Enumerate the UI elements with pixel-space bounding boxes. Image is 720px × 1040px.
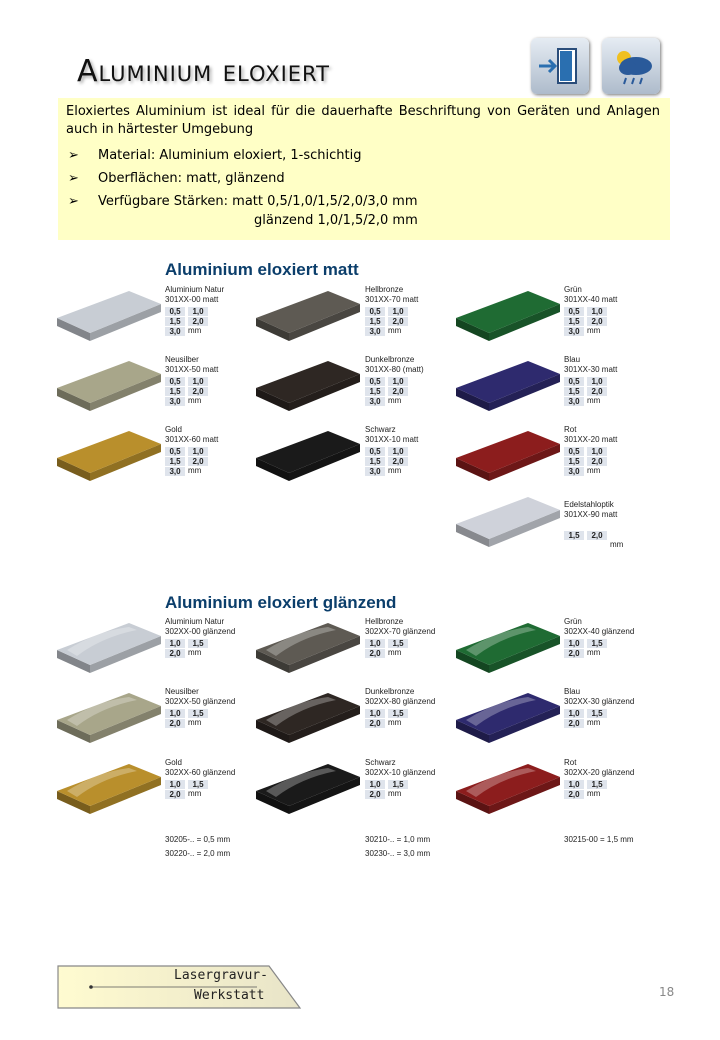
swatch-label (365, 758, 435, 799)
tile-blau (456, 693, 560, 753)
swatch-name: Dunkelbronze (365, 687, 415, 696)
bullet-thickness: ➢ Verfügbare Stärken: matt 0,5/1,0/1,5/2,0/3,0 mm (68, 194, 418, 209)
swatch-label (365, 617, 435, 658)
thickness-table: 1,0 1,5 2,0 mm (365, 779, 435, 799)
swatch-code: 302XX-20 glänzend (564, 768, 635, 777)
thickness-table: 0,5 1,0 1,5 2,0 3,0 mm (365, 376, 424, 406)
bullet-material: ➢ Material: Aluminium eloxiert, 1-schichtig (68, 148, 362, 163)
swatch-label (564, 355, 617, 406)
footnote-col3: 30215-00 = 1,5 mm (564, 835, 634, 844)
swatch-name: Aluminium Natur (165, 285, 225, 294)
swatch-name: Rot (564, 425, 577, 434)
tile-hellbronze (256, 291, 360, 351)
swatch-label (165, 355, 218, 406)
swatch-code: 301XX-80 (matt) (365, 365, 424, 374)
swatch-name: Dunkelbronze (365, 355, 415, 364)
tile-rot (456, 764, 560, 824)
logo (57, 965, 302, 1009)
thickness-table: 1,0 1,5 2,0 mm (564, 779, 634, 799)
swatch-label (365, 355, 424, 406)
swatch-label (564, 758, 634, 799)
swatch-label (564, 500, 623, 550)
swatch-code: 301XX-70 matt (365, 295, 419, 304)
thickness-table: 1,0 1,5 2,0 mm (365, 708, 435, 728)
thickness-table: 0,5 1,0 1,5 2,0 3,0 mm (564, 306, 617, 336)
swatch-label (165, 425, 218, 476)
page-title: Aluminium eloxiert (77, 54, 330, 89)
tile-neusilber (57, 693, 161, 753)
intro-text: Eloxiertes Aluminium ist ideal für die dauerhafte Beschriftung von Geräten und Anlagen auch in härtester Umgebung (66, 104, 660, 137)
swatch-label (165, 758, 235, 799)
swatch-label (165, 617, 235, 658)
swatch-code: 301XX-50 matt (165, 365, 219, 374)
swatch-label (564, 617, 634, 658)
swatch-label (564, 687, 634, 728)
swatch-code: 302XX-10 glänzend (365, 768, 436, 777)
tile-dunkelbronze (256, 693, 360, 753)
swatch-code: 302XX-60 glänzend (165, 768, 236, 777)
tile-schwarz (256, 764, 360, 824)
logo-line2: Werkstatt (194, 988, 265, 1003)
tile-schwarz (256, 431, 360, 491)
thickness-table: 1,0 1,5 2,0 mm (564, 638, 634, 658)
logo-line1: Lasergravur- (174, 968, 268, 983)
swatch-code: 301XX-40 matt (564, 295, 618, 304)
thickness-table: 0,5 1,0 1,5 2,0 3,0 mm (165, 306, 224, 336)
swatch-code: 302XX-00 glänzend (165, 627, 236, 636)
thickness-table: 0,5 1,0 1,5 2,0 3,0 mm (165, 376, 218, 406)
swatch-name: Gold (165, 425, 182, 434)
swatch-name: Grün (564, 285, 582, 294)
swatch-name: Blau (564, 687, 581, 696)
thickness-table: 1,0 1,5 2,0 mm (165, 708, 235, 728)
thickness-table: 1,0 1,5 2,0 mm (564, 708, 634, 728)
matt-section-heading: Aluminium eloxiert matt (165, 260, 359, 279)
swatch-code: 302XX-40 glänzend (564, 627, 635, 636)
swatch-name: Neusilber (165, 687, 199, 696)
tile-gold (57, 764, 161, 824)
tile-aluminium-natur (57, 291, 161, 351)
tile-grün (456, 623, 560, 683)
tile-neusilber (57, 361, 161, 421)
thickness-table: 1,0 1,5 2,0 mm (165, 638, 235, 658)
bullet-thickness-glossy: glänzend 1,0/1,5/2,0 mm (254, 213, 418, 228)
swatch-name: Rot (564, 758, 577, 767)
footnote-col1: 30205-.. = 0,5 mm 30220-.. = 2,0 mm (165, 835, 231, 858)
swatch-code: 302XX-50 glänzend (165, 697, 236, 706)
swatch-name: Grün (564, 617, 582, 626)
intro-box (58, 98, 670, 240)
thickness-table: 0,5 1,0 1,5 2,0 3,0 mm (365, 306, 418, 336)
footnote-col2: 30210-.. = 1,0 mm 30230-.. = 3,0 mm (365, 835, 431, 858)
swatch-label (564, 285, 617, 336)
swatch-name: Blau (564, 355, 581, 364)
thickness-table: 0,5 1,0 1,5 2,0 3,0 mm (564, 446, 617, 476)
swatch-code: 302XX-80 glänzend (365, 697, 436, 706)
exit-door-icon (531, 38, 589, 94)
swatch-code: 302XX-30 glänzend (564, 697, 635, 706)
tile-aluminium-natur (57, 623, 161, 683)
glossy-section-heading: Aluminium eloxiert glänzend (165, 593, 397, 612)
swatch-label (365, 687, 435, 728)
swatch-name: Gold (165, 758, 182, 767)
swatch-name: Hellbronze (365, 617, 404, 626)
tile-gold (57, 431, 161, 491)
tile-rot (456, 431, 560, 491)
tile-hellbronze (256, 623, 360, 683)
swatch-label (564, 425, 617, 476)
swatch-name: Neusilber (165, 355, 199, 364)
swatch-label (165, 687, 235, 728)
swatch-name: Schwarz (365, 425, 396, 434)
swatch-code: 301XX-20 matt (564, 435, 618, 444)
tile-dunkelbronze (256, 361, 360, 421)
swatch-code: 301XX-30 matt (564, 365, 618, 374)
thickness-table: 0,5 1,0 1,5 2,0 3,0 mm (365, 446, 418, 476)
swatch-name: Edelstahloptik (564, 500, 614, 509)
swatch-code: 301XX-60 matt (165, 435, 219, 444)
tile-blau (456, 361, 560, 421)
page-number: 18 (659, 985, 675, 999)
swatch-label (165, 285, 224, 336)
thickness-table: 1,0 1,5 2,0 mm (165, 779, 235, 799)
swatch-name: Hellbronze (365, 285, 404, 294)
tile-edelstahloptik (456, 497, 560, 557)
bullet-surfaces: ➢ Oberflächen: matt, glänzend (68, 171, 285, 186)
swatch-name: Aluminium Natur (165, 617, 225, 626)
swatch-code: 301XX-10 matt (365, 435, 419, 444)
tile-grün (456, 291, 560, 351)
swatch-label (365, 425, 418, 476)
swatch-label (365, 285, 418, 336)
swatch-name: Schwarz (365, 758, 396, 767)
thickness-table: 1,5 2,0 mm (564, 530, 623, 550)
weather-icon (602, 38, 660, 94)
swatch-code: 301XX-90 matt (564, 510, 618, 519)
thickness-table: 1,0 1,5 2,0 mm (365, 638, 435, 658)
thickness-table: 0,5 1,0 1,5 2,0 3,0 mm (564, 376, 617, 406)
swatch-code: 302XX-70 glänzend (365, 627, 436, 636)
thickness-table: 0,5 1,0 1,5 2,0 3,0 mm (165, 446, 218, 476)
swatch-code: 301XX-00 matt (165, 295, 219, 304)
